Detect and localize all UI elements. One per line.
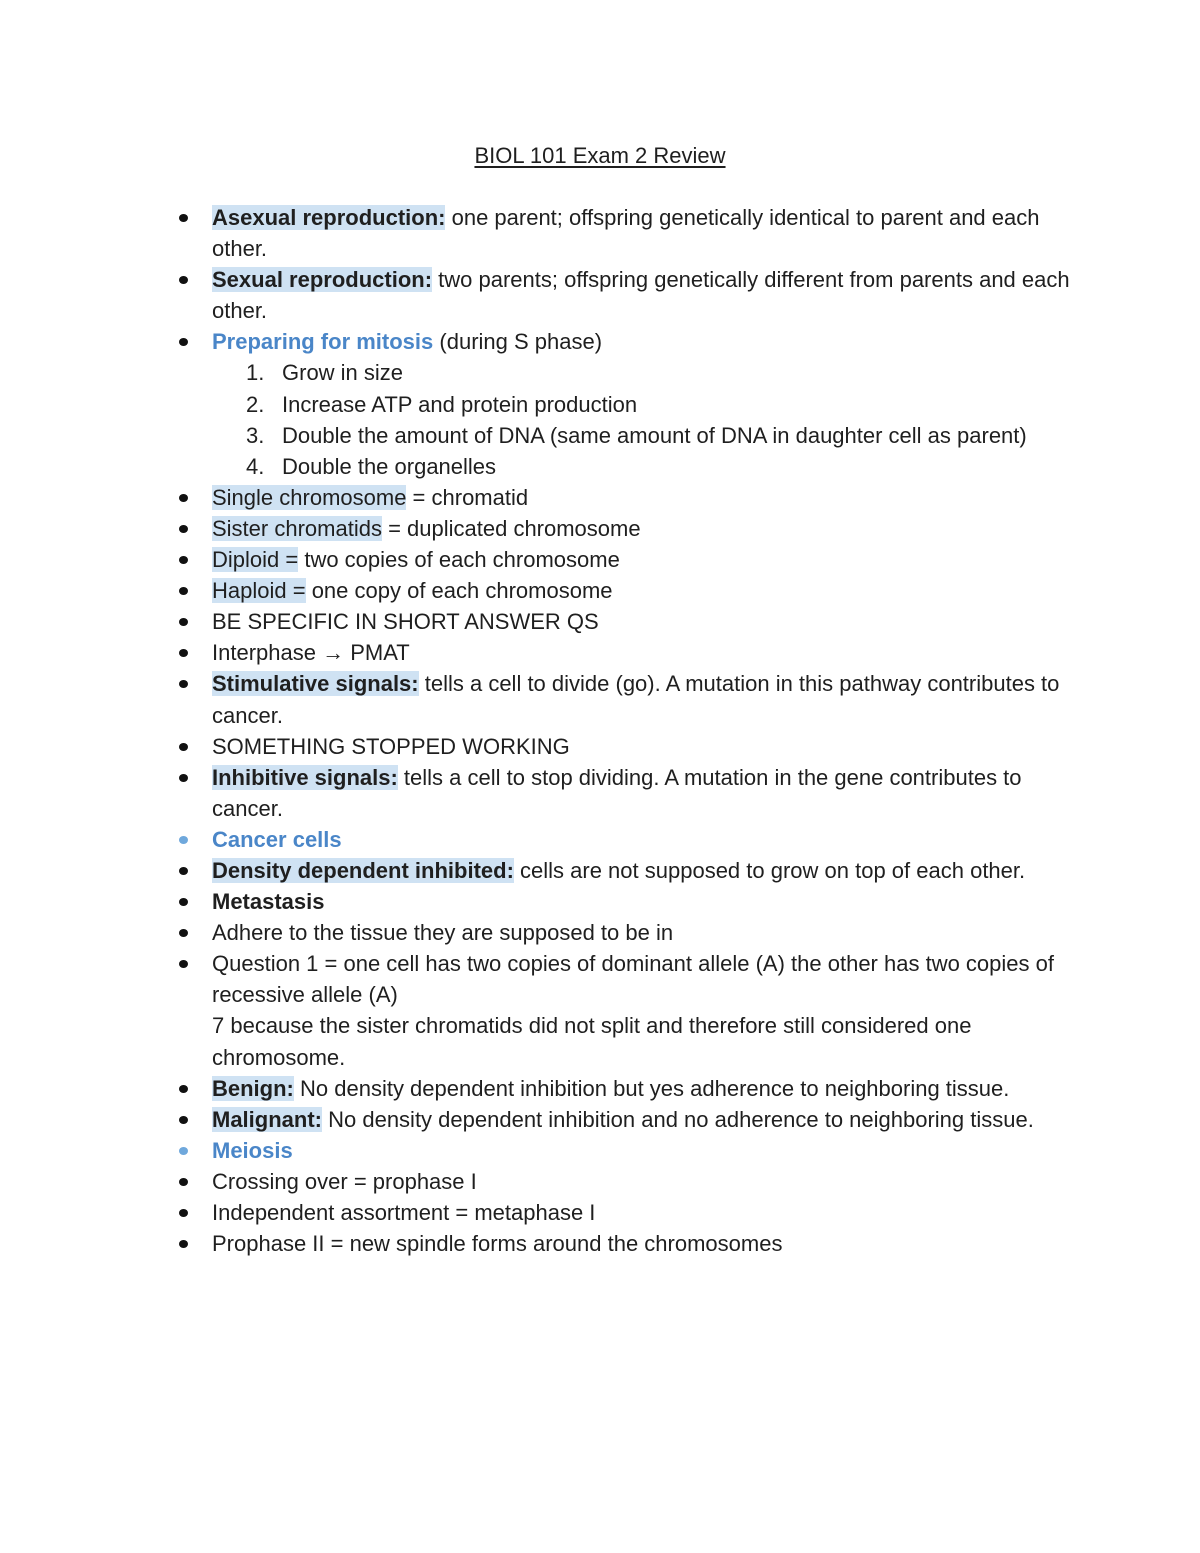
bullet-icon [179, 1240, 188, 1248]
note-text: Interphase → PMAT [212, 640, 410, 666]
bullet-icon [179, 556, 188, 564]
numbered-list [212, 357, 1072, 481]
bullet-icon [179, 525, 188, 533]
definition-text: cells are not supposed to grow on top of each other. [513, 857, 1026, 883]
heading-cancer-cells: Cancer cells [212, 826, 342, 852]
term-density-dependent: Density dependent inhibited: [212, 857, 514, 883]
term-benign: Benign: [212, 1075, 294, 1101]
bullet-icon [179, 836, 188, 844]
list-item [212, 1135, 1072, 1166]
bullet-icon [179, 774, 188, 782]
item-text: Double the amount of DNA (same amount of DNA in daughter cell as parent) [282, 422, 1027, 448]
bullet-icon [179, 494, 188, 502]
item-text: Increase ATP and protein production [282, 391, 638, 417]
definition-text: tells a cell to stop dividing. A mutation in the gene contributes to cancer. [212, 764, 1022, 821]
bullet-icon [179, 743, 188, 751]
term-sister-chromatids: Sister chromatids [212, 515, 382, 541]
note-text: Question 1 = one cell has two copies of dominant allele (A) the other has two copies of recessive allele (A) [212, 951, 1054, 1008]
term-malignant: Malignant: [212, 1106, 322, 1132]
list-item [212, 513, 1072, 544]
note-text: Adhere to the tissue they are supposed to be in [212, 920, 674, 946]
bullet-icon [179, 1116, 188, 1124]
note-text: Prophase II = new spindle forms around the chromosomes [212, 1231, 783, 1257]
bullet-icon [179, 929, 188, 937]
bullet-icon [179, 276, 188, 284]
list-item [212, 762, 1072, 824]
list-item [212, 731, 1072, 762]
list-item [212, 917, 1072, 948]
bullet-icon [179, 587, 188, 595]
list-item [212, 886, 1072, 917]
list-item [212, 544, 1072, 575]
numbered-item [212, 389, 1072, 420]
term-inhibitive-signals: Inhibitive signals: [212, 764, 398, 790]
definition-text: No density dependent inhibition but yes adherence to neighboring tissue. [293, 1075, 1010, 1101]
definition-text: two parents; offspring genetically different from parents and each other. [212, 267, 1070, 324]
item-number: 2. [246, 391, 265, 417]
definition-text: one parent; offspring genetically identical to parent and each other. [212, 205, 1040, 262]
list-item [212, 637, 1072, 668]
item-number: 4. [246, 453, 265, 479]
numbered-item [212, 451, 1072, 482]
bullet-icon [179, 1178, 188, 1186]
numbered-item [212, 420, 1072, 451]
bullet-icon [179, 618, 188, 626]
note-text: Crossing over = prophase I [212, 1168, 477, 1194]
definition-text: tells a cell to divide (go). A mutation in this pathway contributes to cancer. [212, 671, 1060, 728]
definition-text: = chromatid [406, 484, 529, 510]
item-text: Double the organelles [282, 453, 497, 479]
term-haploid: Haploid = [212, 578, 306, 604]
list-item [212, 1197, 1072, 1228]
item-number: 3. [246, 422, 265, 448]
heading-preparing-for-mitosis: Preparing for mitosis [212, 329, 434, 355]
list-item [212, 482, 1072, 513]
term-stimulative-signals: Stimulative signals: [212, 671, 419, 697]
definition-text: = duplicated chromosome [381, 515, 641, 541]
bullet-icon [179, 960, 188, 968]
bullet-icon [179, 680, 188, 688]
bullet-icon [179, 649, 188, 657]
bullet-icon [179, 1147, 188, 1155]
definition-text: No density dependent inhibition and no adherence to neighboring tissue. [322, 1106, 1034, 1132]
numbered-item [212, 357, 1072, 388]
list-item [212, 326, 1072, 481]
list-item [212, 1228, 1072, 1259]
term-metastasis: Metastasis [212, 889, 325, 915]
note-text: Independent assortment = metaphase I [212, 1200, 596, 1225]
list-item [212, 1166, 1072, 1197]
list-item [212, 824, 1072, 855]
list-item [212, 202, 1072, 264]
bullet-icon [179, 898, 188, 906]
bullet-icon [179, 1085, 188, 1093]
note-text: BE SPECIFIC IN SHORT ANSWER QS [212, 609, 599, 635]
list-item [212, 1073, 1072, 1104]
note-text: 7 because the sister chromatids did not split and therefore still considered one chromosome. [212, 1013, 972, 1070]
item-number: 1. [246, 360, 265, 386]
bullet-icon [179, 338, 188, 346]
list-item [212, 855, 1072, 886]
definition-text: two copies of each chromosome [298, 547, 620, 573]
term-sexual-reproduction: Sexual reproduction: [212, 267, 433, 293]
document-title: BIOL 101 Exam 2 Review [474, 143, 726, 168]
notes-list [212, 202, 1072, 1259]
list-item [212, 575, 1072, 606]
definition-text: (during S phase) [433, 329, 603, 355]
term-single-chromosome: Single chromosome [212, 484, 407, 510]
definition-text: one copy of each chromosome [305, 578, 613, 604]
bullet-icon [179, 867, 188, 875]
list-item [212, 606, 1072, 637]
bullet-icon [179, 214, 188, 222]
note-text: SOMETHING STOPPED WORKING [212, 733, 570, 759]
list-item [212, 668, 1072, 730]
list-item [212, 948, 1072, 1072]
term-diploid: Diploid = [212, 547, 299, 573]
term-asexual-reproduction: Asexual reproduction: [212, 205, 446, 230]
heading-meiosis: Meiosis [212, 1137, 293, 1163]
bullet-icon [179, 1209, 188, 1217]
list-item [212, 1104, 1072, 1135]
list-item [212, 264, 1072, 326]
item-text: Grow in size [282, 360, 404, 386]
